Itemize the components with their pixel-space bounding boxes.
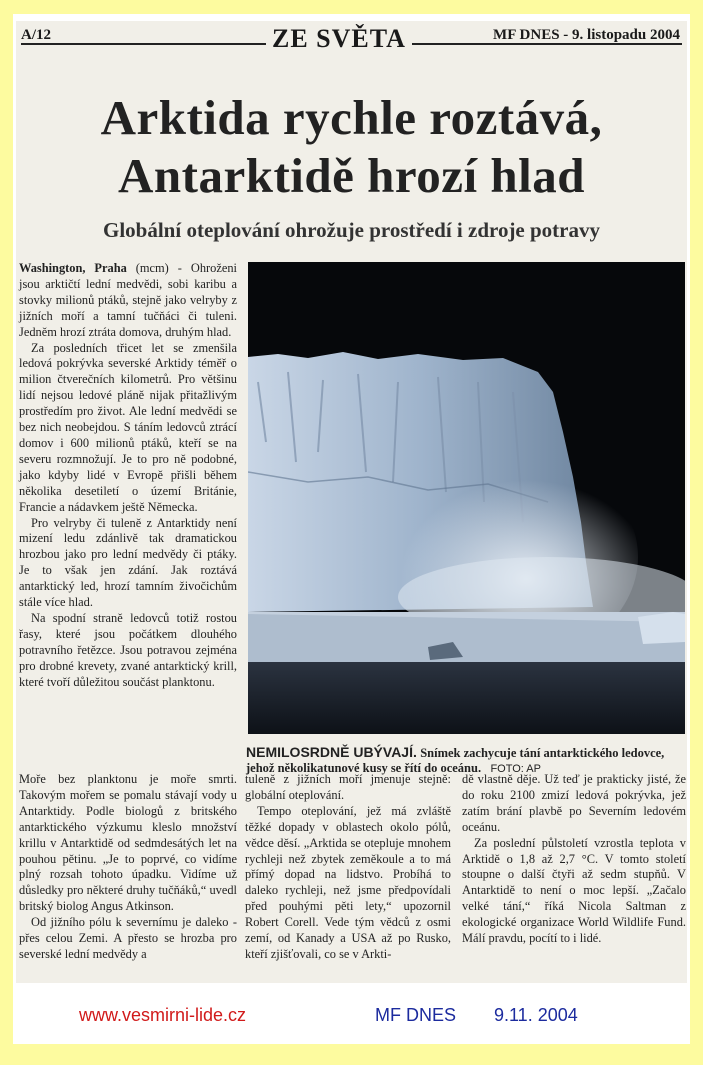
article-paragraph: Tempo oteplování, jež má zvláště těžké dopady v oblastech okolo pólů, vědce děsí. „Arktida se otepluje mnohem rychleji než zbytek zeměkoule a to má přímý dopad na lidstvo. Probíhá to daleko rychleji, než jsme předpovídali před pouhými pěti lety,“ upozornil Robert Corell. Vede tým vědců z osmi zemí, od Kanady a USA až po Rusko, kteří zjišťovali, co se v Arkti- xyxy=(245,803,451,961)
dateline: Washington, Praha xyxy=(19,261,127,275)
headline-line-1: Arktida rychle roztává, xyxy=(100,90,603,145)
article-paragraph: Washington, Praha (mcm) - Ohroženi jsou arktičtí lední medvědi, sobi karibu a stovky milionů ptáků, stejně jako velryby z jižních moří a tamní tučňáci či tuleni. Jedněm hrozí ztráta domova, druhým hlad. xyxy=(19,261,237,339)
article-paragraph: Moře bez planktonu je moře smrti. Takovým mořem se pomalu stávají vody u Antarktidy. Podle biologů z britského antarktického výzkumu kleslo množství krillu v Antarktidě od sedmdesátých let na pouhou pětinu. „Je to poprvé, co vidíme plný rozsah tohoto úpadku. Vidíme už důsledky pro některé druhy tučňáků,“ uvedl britský biolog Angus Atkinson. xyxy=(19,772,237,914)
glacier-photo xyxy=(248,262,685,734)
article-paragraph: Za posledních třicet let se zmenšila ledová pokrývka severské Arktidy téměř o milion čtverečních kilometrů. Pro většinu lidí nejsou ledové pláně nijak přitažlivým prostředím pro život. Ale lední medvědi se bez nich neobejdou. S táním ledovců ztrácí domov i 600 milionů ptáků, kteří se na severu rozmnožují. Je to pro ně podobné, jako kdyby lidé v Evropě přišli během několika desetiletí o území Británie, Francie a nádavkem ještě Německa. xyxy=(19,340,237,514)
paper-name: MF DNES xyxy=(375,1005,456,1025)
article-paragraph: tuleně z jižních moří jmenuje stejně: globální oteplování. xyxy=(245,772,451,802)
paper-date: 9.11. 2004 xyxy=(494,1005,578,1025)
page-number: A/12 xyxy=(21,27,51,43)
article-column-1 xyxy=(19,261,237,690)
article-column-1-continued xyxy=(19,772,237,963)
glacier-image xyxy=(248,262,685,734)
headline-line-2: Antarktidě hrozí hlad xyxy=(118,148,585,203)
section-title: ZE SVĚTA xyxy=(266,24,412,54)
article-paragraph: dě vlastně děje. Už teď je prakticky jisté, že do roku 2100 zmizí ledová pokrývka, jež zatím brání plavbě po Severním ledovém oceánu. xyxy=(462,772,686,834)
article-paragraph: Na spodní straně ledovců totiž rostou řasy, které jsou počátkem dlouhého potravního řetězce. Jsou potravou zejména pro drobné krevety, zvané antarktický krill, které tvoří důležitou součást planktonu. xyxy=(19,610,237,689)
newspaper-clipping xyxy=(16,21,687,983)
page-frame xyxy=(13,14,690,1044)
article-column-2 xyxy=(245,772,451,963)
website-link[interactable]: www.vesmirni-lide.cz xyxy=(79,1005,247,1025)
masthead xyxy=(21,24,682,53)
issue-date: MF DNES - 9. listopadu 2004 xyxy=(493,27,680,43)
caption-text: Snímek zachycuje tání antarktického ledovce, jehož několikatunové kusy se řítí do oceánu. xyxy=(246,746,665,775)
article-column-3 xyxy=(462,772,686,947)
article-paragraph: Pro velryby či tuleně z Antarktidy není mizení ledu zdánlivě tak dramatickou hrozbou jako pro lední medvědy či ptáky. Je to však jen zdání. Jak roztává antarktický led, hrozí tamním živočichům stále více hlad. xyxy=(19,515,237,610)
article-paragraph: Za poslední půlstoletí vzrostla teplota v Arktidě o 1,8 až 2,7 °C. V tomto století stoupne o další čtyři až sedm stupňů. V Antarktidě to není o moc lepší. „Začalo velké tání,“ říká Nicola Saltman z ekologické organizace World Wildlife Fund. Málí pravdu, pocítí to i lidé. xyxy=(462,835,686,946)
photo-credit: FOTO: AP xyxy=(490,763,541,775)
article-paragraph: Od jižního pólu k severnímu je daleko - přes celou Zemi. A přesto se hrozba pro severské lední medvědy a xyxy=(19,915,237,961)
caption-title: NEMILOSRDNĚ UBÝVAJÍ. xyxy=(246,744,417,760)
subheadline: Globální oteplování ohrožuje prostředí i zdroje potravy xyxy=(103,218,600,242)
